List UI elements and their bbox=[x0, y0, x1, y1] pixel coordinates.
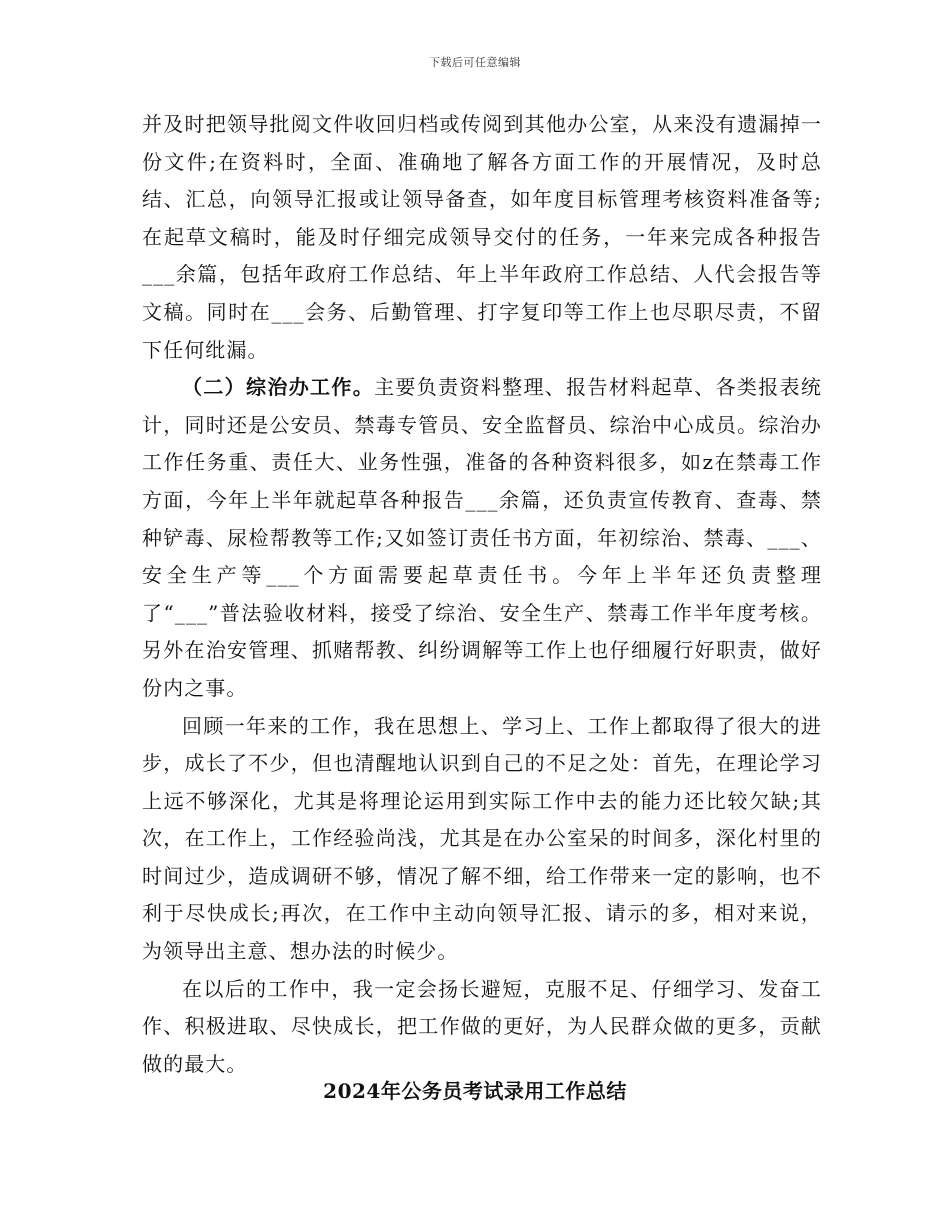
paragraph-2-text: 主要负责资料整理、报告材料起草、各类报表统计，同时还是公安员、禁毒专管员、安全监督员、综治中心成员。综治办工作任务重、责任大、业务性强，准备的各种资料很多，如z在禁毒工作方面，今年上半年就起草各种报告___余篇，还负责宣传教育、查毒、禁种铲毒、尿检帮教等工作;又如签订责任书方面，年初综治、禁毒、___、安全生产等___个方面需要起草责任书。今年上半年还负责整理了“___”普法验收材料，接受了综治、安全生产、禁毒工作半年度考核。另外在治安管理、抓赌帮教、纠纷调解等工作上也仔细履行好职责，做好份内之事。 bbox=[142, 375, 822, 700]
paragraph-2 bbox=[142, 369, 822, 707]
document-body bbox=[142, 106, 822, 1083]
paragraph-3: 回顾一年来的工作，我在思想上、学习上、工作上都取得了很大的进步，成长了不少，但也清醒地认识到自己的不足之处：首先，在理论学习上远不够深化，尤其是将理论运用到实际工作中去的能力还比较欠缺;其次，在工作上，工作经验尚浅，尤其是在办公室呆的时间多，深化村里的时间过少，造成调研不够，情况了解不细，给工作带来一定的影响，也不利于尽快成长;再次，在工作中主动向领导汇报、请示的多，相对来说，为领导出主意、想办法的时候少。 bbox=[142, 713, 822, 964]
page-header: 下载后可任意编辑 bbox=[429, 56, 521, 69]
paragraph-1: 并及时把领导批阅文件收回归档或传阅到其他办公室，从来没有遗漏掉一份文件;在资料时，全面、准确地了解各方面工作的开展情况，及时总结、汇总，向领导汇报或让领导备查，如年度目标管理考核资料准备等;在起草文稿时，能及时仔细完成领导交付的任务，一年来完成各种报告___余篇，包括年政府工作总结、年上半年政府工作总结、人代会报告等文稿。同时在___会务、后勤管理、打字复印等工作上也尽职尽责，不留下任何纰漏。 bbox=[142, 112, 822, 362]
document-title: 2024年公务员考试录用工作总结 bbox=[323, 1079, 627, 1103]
section-heading-zongzhiban: （二）综治办工作。 bbox=[182, 375, 375, 400]
paragraph-4: 在以后的工作中，我一定会扬长避短，克服不足、仔细学习、发奋工作、积极进取、尽快成长，把工作做的更好，为人民群众做的更多，贡献做的最大。 bbox=[142, 976, 822, 1076]
